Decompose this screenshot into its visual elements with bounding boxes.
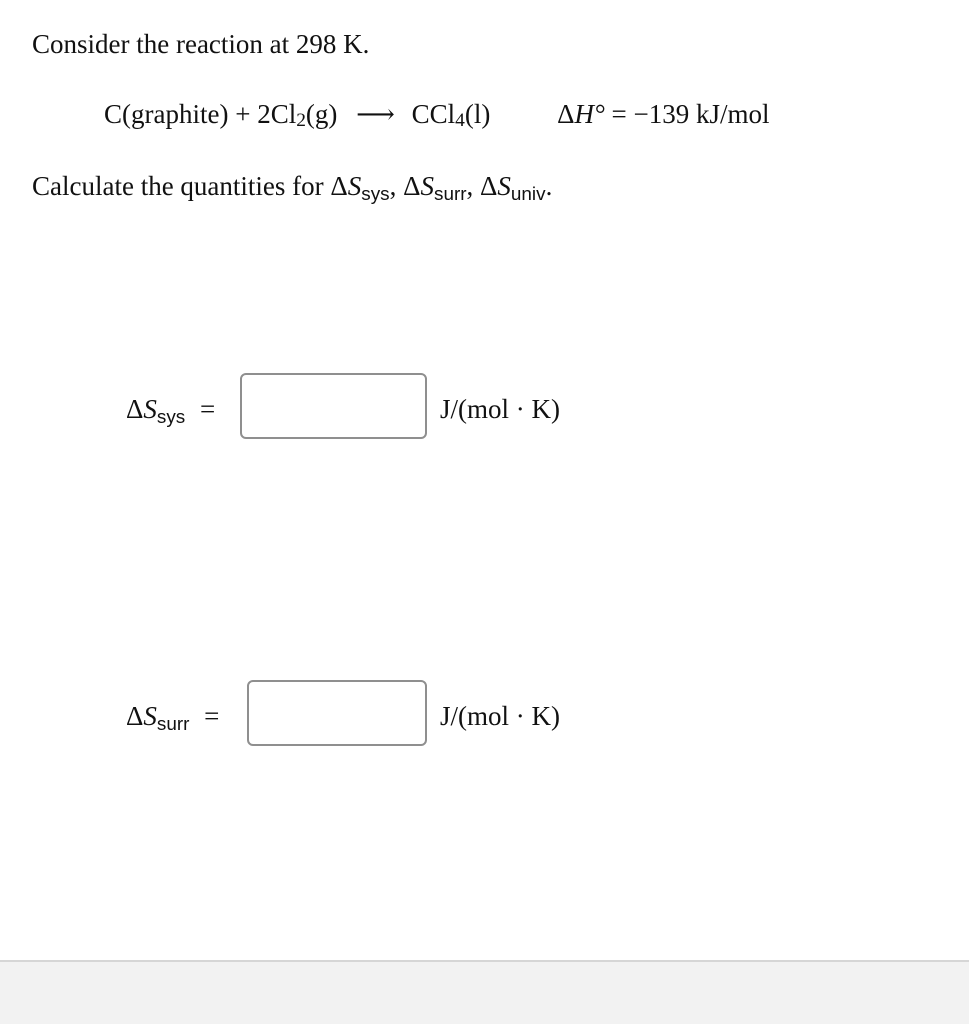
delta-s-sys-unit: J/(mol · K) (440, 394, 560, 424)
delta-s-surr-input[interactable] (247, 680, 427, 746)
ccl4-subscript: 4 (455, 109, 465, 131)
delta-s-surr-unit: J/(mol · K) (440, 701, 560, 731)
delta-s-surr-label (126, 700, 220, 735)
chlorine-state: (g) (305, 99, 338, 129)
surr-subscript: surr (156, 713, 190, 735)
delta-s-sys-input[interactable] (240, 373, 427, 439)
entropy-symbol: S (347, 171, 362, 201)
delta-symbol: Δ (480, 171, 498, 201)
reactant-graphite: C(graphite) (104, 99, 229, 129)
reaction-equation (104, 98, 770, 130)
sys-subscript: sys (361, 183, 390, 205)
entropy-symbol: S (143, 394, 157, 424)
plus-sign: + (235, 99, 251, 129)
delta-h-variable: H° (574, 99, 605, 129)
product-ccl4: CCl (411, 99, 456, 129)
entropy-symbol: S (420, 171, 434, 201)
separator: , (389, 171, 397, 201)
equals-sign: = (199, 394, 216, 424)
delta-s-sys-label (126, 393, 216, 428)
equals-sign: = (204, 701, 220, 731)
footer-bar (0, 960, 969, 1024)
separator: , (466, 171, 474, 201)
calculate-instruction (32, 170, 553, 205)
reaction-arrow-icon: ⟶ (356, 99, 395, 129)
period: . (545, 171, 553, 201)
delta-symbol: Δ (126, 701, 144, 731)
sys-subscript: sys (156, 406, 186, 428)
intro-text: Consider the reaction at 298 K. (32, 29, 370, 59)
delta-h-value: = −139 kJ/mol (611, 99, 770, 129)
delta-h (557, 98, 769, 130)
delta-h-symbol: Δ (557, 99, 575, 129)
reactant-chlorine: Cl (270, 99, 297, 129)
coefficient: 2 (257, 99, 271, 129)
delta-symbol: Δ (330, 171, 348, 201)
entropy-symbol: S (497, 171, 511, 201)
surr-subscript: surr (434, 183, 467, 205)
product-state: (l) (464, 99, 491, 129)
chlorine-subscript: 2 (296, 109, 306, 131)
entropy-symbol: S (143, 701, 157, 731)
delta-symbol: Δ (126, 394, 144, 424)
delta-symbol: Δ (403, 171, 421, 201)
univ-subscript: univ (510, 183, 546, 205)
calculate-prefix: Calculate the quantities for (32, 171, 331, 201)
